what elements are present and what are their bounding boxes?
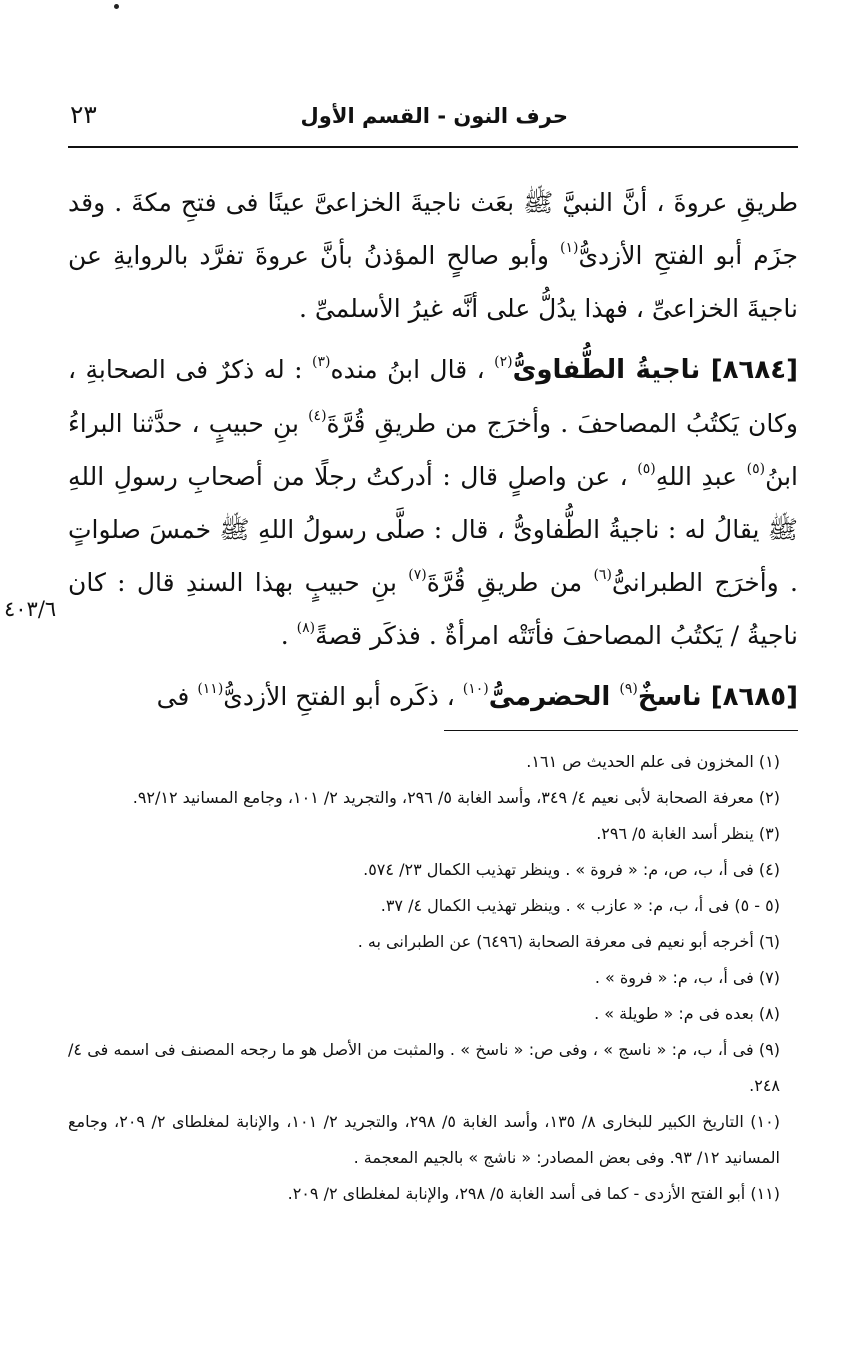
text-run: فى xyxy=(156,682,198,711)
footnote-marker: (٩) xyxy=(619,681,638,697)
footnote-10: (١٠) التاريخ الكبير للبخارى ٨/ ١٣٥، وأسد الغابة ٥/ ٢٩٨، والتجريد ٢/ ١٠١، والإنابة لمغلطاى ٢/ ٢٠٩، وجامع المسانيد ١٢/ ٩٣. وفى بعض المصادر: « ناشج » بالجيم المعجمة . xyxy=(68,1112,780,1167)
text-run: بنِ حبيبٍ بهذا السندِ قال : كان ناجيةُ / يَكتُبُ المصاحفَ فأتَتْه امرأةٌ . فذكَر قصةً xyxy=(68,568,798,650)
footnote-marker: (١١) xyxy=(197,681,224,697)
text-run: ، قال ابنُ منده xyxy=(330,355,495,384)
footnote-4: (٤) فى أ، ب، ص، م: « فروة » . وينظر تهذيب الكمال ٢٣/ ٥٧٤. xyxy=(363,860,780,879)
footnote-8: (٨) بعده فى م: « طويلة » . xyxy=(594,1004,780,1023)
footnote-marker: (٦) xyxy=(593,567,612,583)
text-run: . xyxy=(280,621,297,650)
paragraph-continuation xyxy=(68,176,798,335)
entry-heading: [٨٦٨٥] ناسخٌ xyxy=(637,682,798,712)
page-number: ٢٣ xyxy=(70,100,97,129)
footnote-marker: (١) xyxy=(559,240,579,256)
stray-dot xyxy=(114,4,119,9)
footnotes xyxy=(68,744,780,1212)
footnote-2: (٢) معرفة الصحابة لأبى نعيم ٤/ ٣٤٩، وأسد الغابة ٥/ ٢٩٦، والتجريد ٢/ ١٠١، وجامع المسانيد ٩٢/١٢. xyxy=(132,788,780,807)
text-run: ، عن واصلٍ قال : أدركتُ رجلًا من أصحابِ رسولِ اللهِ ﷺ يقالُ له : ناجيةُ الطُّفاوىُّ ، قال : صلَّى رسولُ اللهِ ﷺ خمسَ صلواتٍ . وأخرَج الطبرانىُّ xyxy=(68,462,799,597)
footnote-marker: (٤) xyxy=(308,408,327,424)
footnote-9: (٩) فى أ، ب، م: « ناسج » ، وفى ص: « ناسخ » . والمثبت من الأصل هو ما رجحه المصنف فى اسمه فى ٤/ ٢٤٨. xyxy=(68,1040,780,1095)
footnote-5: (٥ - ٥) فى أ، ب، م: « عازب » . وينظر تهذيب الكمال ٤/ ٣٧. xyxy=(380,896,780,915)
footnote-1: (١) المخزون فى علم الحديث ص ١٦١. xyxy=(526,752,780,771)
text-run: من طريقِ قُرَّةَ xyxy=(426,568,594,597)
footnote-3: (٣) ينظر أسد الغابة ٥/ ٢٩٦. xyxy=(596,824,780,843)
entry-8685 xyxy=(68,670,798,724)
footnote-marker: (١٠) xyxy=(462,681,489,697)
header-rule xyxy=(68,146,798,148)
footnote-marker: (٥) xyxy=(746,461,766,477)
footnote-marker: (٧) xyxy=(408,567,427,583)
footnote-7: (٧) فى أ، ب، م: « فروة » . xyxy=(594,968,780,987)
text-run: وأبو صالحٍ المؤذنُ بأنَّ عروةَ تفرَّد بالروايةِ عن ناجيةَ الخزاعىِّ ، فهذا يدُلُّ على أنَّه غيرُ الأسلمىِّ . xyxy=(68,241,798,323)
text-run: عبدِ اللهِ xyxy=(655,462,747,491)
text-run: طريقِ عروةَ ، أنَّ النبيَّ ﷺ بعَث ناجيةَ الخزاعىَّ عينًا فى فتحِ مكةَ . وقد جزَم أبو الفتحِ الأزدىُّ xyxy=(68,188,798,270)
footnote-marker: (٨) xyxy=(296,620,316,636)
text-run: بنِ حبيبٍ ، حدَّثنا البراءُ ابنُ xyxy=(68,409,798,491)
entry-8684 xyxy=(68,343,798,662)
margin-reference: ٤٠٣/٦ xyxy=(4,597,57,621)
footnote-11: (١١) أبو الفتح الأزدى - كما فى أسد الغابة ٥/ ٢٩٨، والإنابة لمغلطاى ٢/ ٢٠٩. xyxy=(287,1184,780,1203)
text-run: : له ذكرٌ فى الصحابةِ ، وكان يَكتُبُ المصاحفَ . وأخرَج من طريقِ قُرَّةَ xyxy=(68,355,798,438)
footnote-marker: (٥) xyxy=(637,461,656,477)
page-header xyxy=(70,100,798,140)
footnote-marker: (٢) xyxy=(494,354,513,370)
entry-heading-name: الحضرمىُّ xyxy=(488,682,620,712)
footnote-6: (٦) أخرجه أبو نعيم فى معرفة الصحابة (٦٤٩٦) عن الطبرانى به . xyxy=(357,932,780,951)
running-title: حرف النون - القسم الأول xyxy=(300,104,568,128)
entry-heading: [٨٦٨٤] ناجيةُ الطُّفاوىُّ xyxy=(512,355,798,385)
main-text xyxy=(68,176,798,724)
text-run: ، ذكَره أبو الفتحِ الأزدىُّ xyxy=(223,682,463,711)
footnote-marker: (٣) xyxy=(312,354,331,370)
footnote-rule xyxy=(444,730,798,731)
